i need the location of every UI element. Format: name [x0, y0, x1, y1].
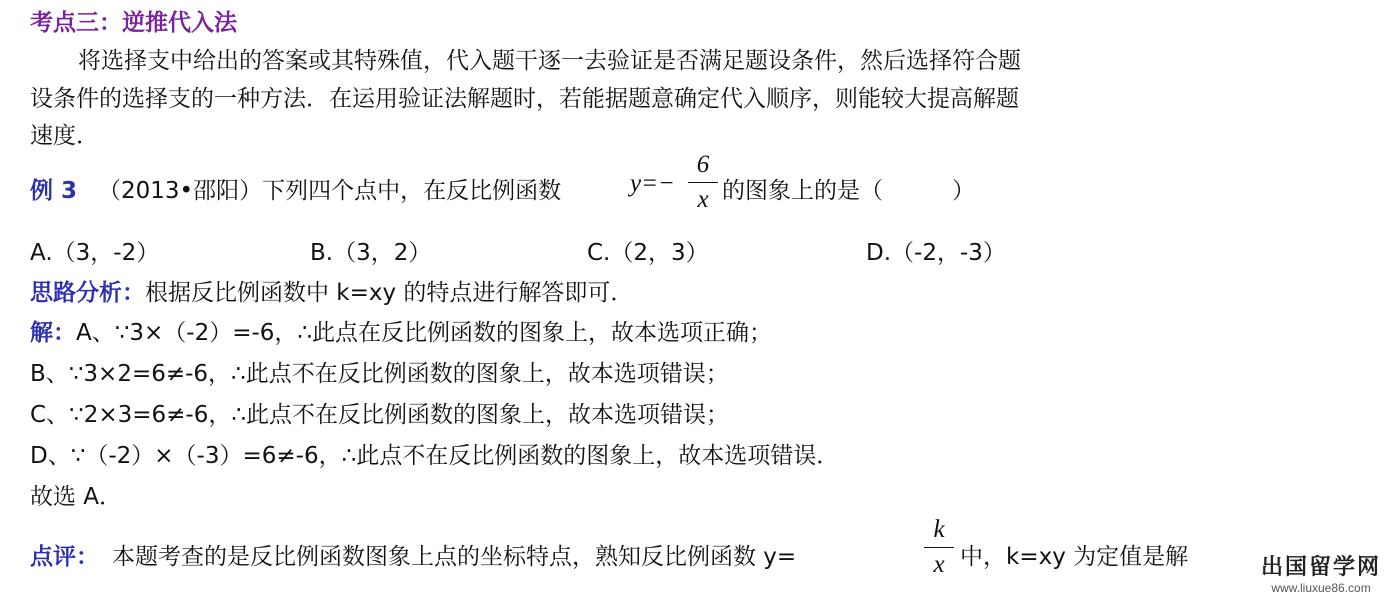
fraction-bar	[688, 182, 718, 183]
example-text-after: 的图象上的是（ ）	[722, 178, 975, 204]
section-title: 考点三：逆推代入法	[30, 10, 237, 36]
example-text: （2013•邵阳）下列四个点中，在反比例函数	[98, 178, 562, 204]
comment-fraction-bar	[924, 547, 954, 548]
example-label: 例 3	[30, 178, 78, 204]
function-lhs: y=−	[630, 170, 675, 197]
solution-line-a: A、∵3×（-2）=-6，∴此点在反比例函数的图象上，故本选项正确；	[76, 320, 773, 346]
example-fraction	[688, 150, 718, 215]
fraction-numerator: 6	[696, 151, 710, 178]
comment-text-after: 中，k=xy 为定值是解	[960, 544, 1189, 570]
site-watermark	[1251, 550, 1391, 595]
analysis-row	[30, 274, 633, 307]
solution-line-b: B、∵3×2=6≠-6，∴此点不在反比例函数的图象上，故本选项错误；	[30, 361, 729, 387]
solution-row-a	[30, 314, 772, 347]
solution-conclusion: 故选 A．	[30, 484, 123, 510]
watermark-url: www.liuxue86.com	[1271, 581, 1371, 595]
solution-label: 解：	[30, 320, 76, 346]
comment-fraction-denominator: x	[933, 551, 945, 578]
comment-label: 点评：	[30, 544, 99, 570]
intro-line-2: 设条件的选择支的一种方法．在运用验证法解题时，若能据题意确定代入顺序，则能较大提高解题	[30, 86, 1019, 112]
option-b: B.（3，2）	[310, 240, 432, 266]
watermark-main: 出国留学网	[1260, 555, 1381, 580]
intro-line-3: 速度．	[30, 123, 99, 149]
analysis-label: 思路分析：	[30, 280, 145, 306]
fraction-denominator: x	[697, 186, 709, 213]
option-c: C.（2，3）	[587, 240, 709, 266]
intro-line-1: 将选择支中给出的答案或其特殊值，代入题干逐一去验证是否满足题设条件，然后选择符合题	[78, 48, 1021, 74]
solution-line-d: D、∵（-2）×（-3）=6≠-6，∴此点不在反比例函数的图象上，故本选项错误．	[30, 443, 840, 469]
comment-text: 本题考查的是反比例函数图象上点的坐标特点，熟知反比例函数 y=	[112, 544, 797, 570]
comment-fraction	[924, 515, 954, 580]
option-a: A.（3，-2）	[30, 240, 160, 266]
option-d: D.（-2，-3）	[866, 240, 1006, 266]
comment-fraction-numerator: k	[933, 516, 945, 543]
solution-line-c: C、∵2×3=6≠-6，∴此点不在反比例函数的图象上，故本选项错误；	[30, 402, 729, 428]
analysis-text: 根据反比例函数中 k=xy 的特点进行解答即可．	[145, 280, 634, 306]
